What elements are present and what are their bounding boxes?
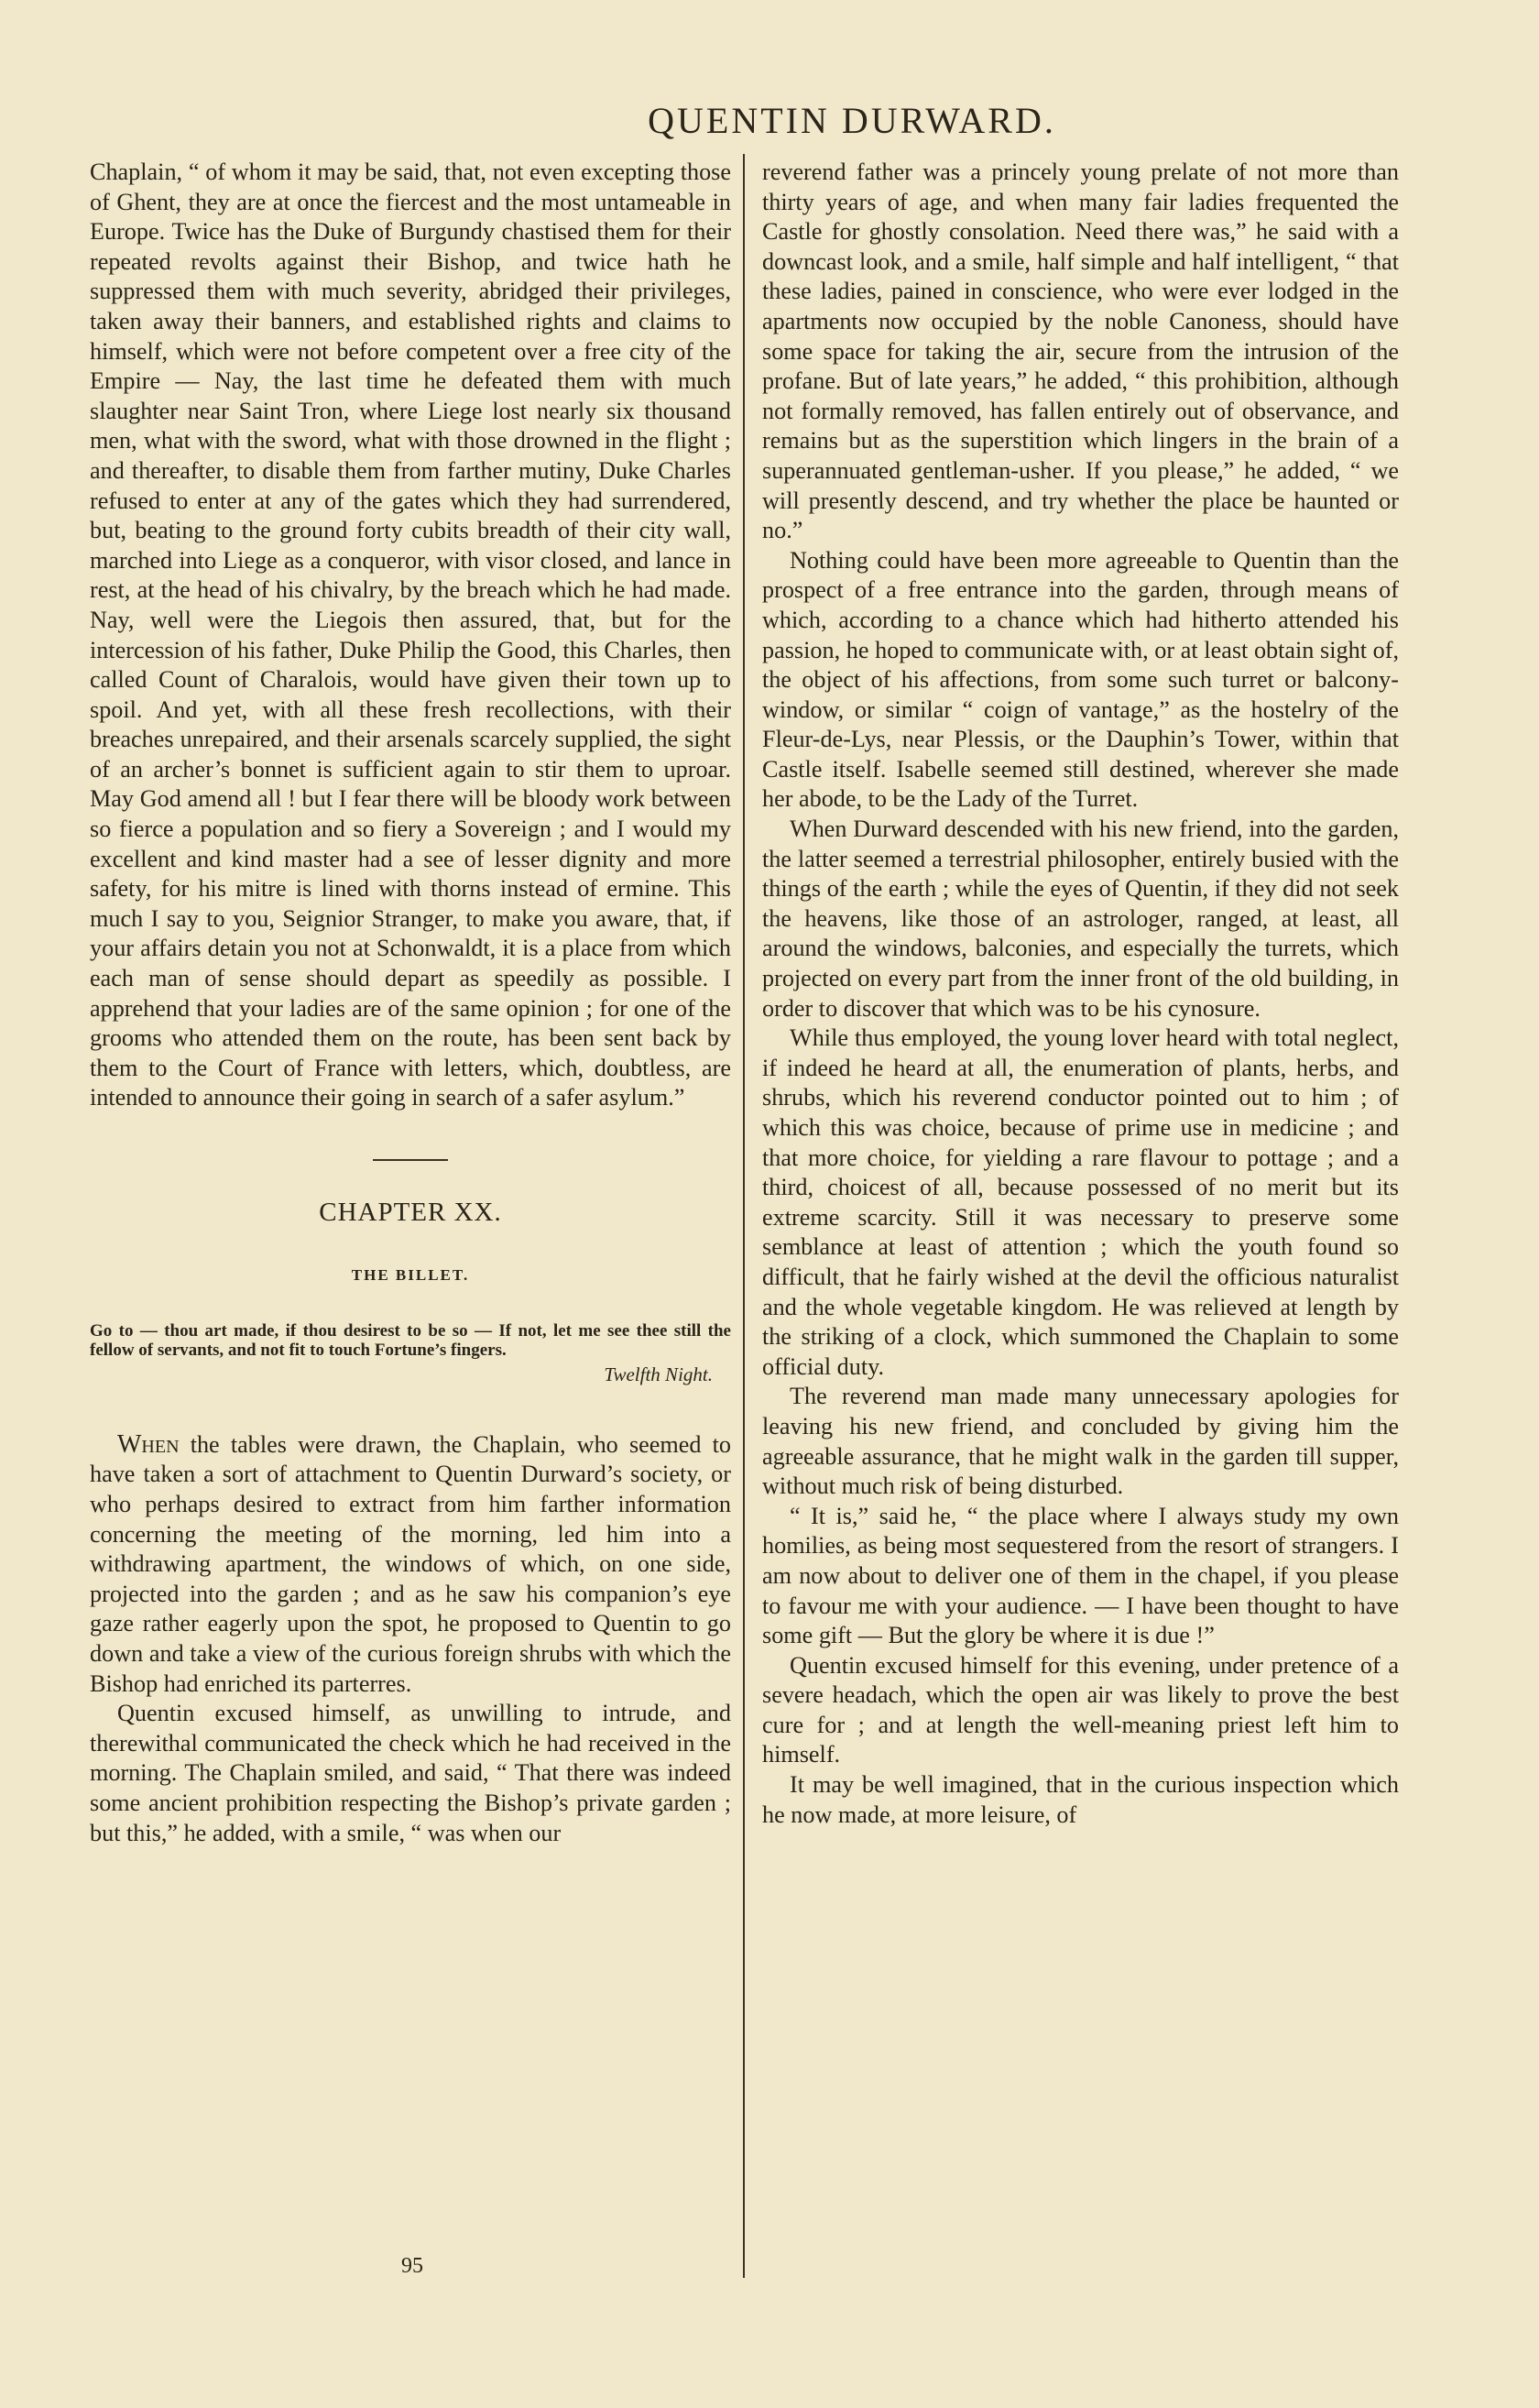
right-paragraph-8: It may be well imagined, that in the curious inspection which he now made, at more leisure, of [762,1771,1399,1828]
epigraph: Go to — thou art made, if thou desirest to be so — If not, let me see thee still the fellow of servants, and not fit to touch Fortune’s fingers. [90,1321,731,1361]
right-paragraph-4: While thus employed, the young lover heard with total neglect, if indeed he heard at all, the enumeration of plants, herbs, and shrubs, which his reverend conductor pointed out to him ; of which this was choice, because of prime use in medicine ; and that more choice, for yielding a rare flavour to pottage ; and a third, choicest of all, because possessed of no merit but its extreme scarcity. Still it was necessary to preserve some semblance at least of attention ; which the youth found so difficult, that he fairly wished at the devil the officious naturalist and the whole vegetable kingdom. He was relieved at length by the striking of a clock, which summoned the Chaplain to some official duty. [762,1024,1399,1380]
right-paragraph-5: The reverend man made many unnecessary apologies for leaving his new friend, and concluded by giving him the agreeable assurance, that he might walk in the garden till supper, without much risk of being disturbed. [762,1383,1399,1500]
left-paragraph-2-text: the tables were drawn, the Chaplain, who seemed to have taken a sort of attachment to Quentin Durward’s society, or who perhaps desired to extract from him farther information concerning the meeting of the morning, led him into a withdrawing apartment, the windows of which, on one side, projected into the garden ; and as he saw his companion’s eye gaze rather eagerly upon the spot, he proposed to Quentin to go down and take a view of the curious foreign shrubs with which the Bishop had enriched its parterres. [90,1430,731,1697]
page-number: 95 [401,2254,423,2278]
left-paragraph-2 [90,1430,731,1699]
section-rule [373,1159,448,1161]
chapter-subtitle: THE BILLET. [351,1265,470,1284]
right-paragraph-1: reverend father was a princely young prelate of not more than thirty years of age, and when many fair ladies frequented the Castle for ghostly consolation. Need there was,” he said with a downcast look, and a smile, half simple and half intelligent, “ that these ladies, pained in conscience, who were ever lodged in the apartments now occupied by the noble Canoness, should have some space for taking the air, secure from the intrusion of the profane. But of late years,” he added, “ this prohibition, although not formally removed, has fallen entirely out of observance, and remains but as the superstition which lingers in the brain of a superannuated gentleman-usher. If you please,” he added, “ we will presently descend, and try whether the place be haunted or no.” [762,159,1399,544]
right-column [762,158,1399,1830]
right-paragraph-6: “ It is,” said he, “ the place where I always study my own homilies, as being most sequestered from the resort of strangers. I am now about to deliver one of them in the chapel, if you please to favour me with your audience. — I have been thought to have some gift — But the glory be where it is due !” [762,1502,1399,1649]
column-divider [743,154,745,2278]
chapter-heading: CHAPTER XX. [319,1198,502,1227]
running-head: QUENTIN DURWARD. [648,100,1056,141]
left-paragraph-3: Quentin excused himself, as unwilling to intrude, and therewithal communicated the check which he had received in the morning. The Chaplain smiled, and said, “ That there was indeed some ancient prohibition respecting the Bishop’s private garden ; but this,” he added, with a smile, “ was when our [90,1700,731,1846]
drop-word: When [117,1429,180,1459]
right-paragraph-3: When Durward descended with his new friend, into the garden, the latter seemed a terrestrial philosopher, entirely busied with the things of the earth ; while the eyes of Quentin, if they did not seek the heavens, like those of an astrologer, ranged, at least, all around the windows, balconies, and especially the turrets, which projected on every part from the inner front of the old building, in order to discover that which was to be his cynosure. [762,815,1399,1022]
right-paragraph-2: Nothing could have been more agreeable to Quentin than the prospect of a free entrance into the garden, through means of which, according to a chance which had hitherto attended his passion, he hoped to communicate with, or at least obtain sight of, the object of his affections, from some such turret or balcony-window, or similar “ coign of vantage,” as the hostelry of the Fleur-de-Lys, near Plessis, or the Dauphin’s Tower, within that Castle itself. Isabelle seemed still destined, wherever she made her abode, to be the Lady of the Turret. [762,546,1399,813]
epigraph-source: Twelfth Night. [604,1363,713,1386]
right-paragraph-7: Quentin excused himself for this evening, under pretence of a severe headach, which the open air was likely to prove the best cure for ; and at length the well-meaning priest left him to himself. [762,1651,1399,1768]
left-column [90,158,731,1848]
left-paragraph-1: Chaplain, “ of whom it may be said, that, not even excepting those of Ghent, they are at once the fiercest and the most untameable in Europe. Twice has the Duke of Burgundy chastised them for their repeated revolts against their Bishop, and twice hath he suppressed them with much severity, abridged their privileges, taken away their banners, and established rights and claims to himself, which were not before competent over a free city of the Empire — Nay, the last time he defeated them with much slaughter near Saint Tron, where Liege lost nearly six thousand men, what with the sword, what with those drowned in the flight ; and thereafter, to disable them from farther mutiny, Duke Charles refused to enter at any of the gates which they had surrendered, but, beating to the ground forty cubits breadth of their city wall, marched into Liege as a conqueror, with visor closed, and lance in rest, at the head of his chivalry, by the breach which he had made. Nay, well were the Liegois then assured, that, but for the intercession of his father, Duke Philip the Good, this Charles, then called Count of Charalois, would have given their town up to spoil. And yet, with all these fresh recollections, with their breaches unrepaired, and their arsenals scarcely supplied, the sight of an archer’s bonnet is sufficient again to stir them to uproar. May God amend all ! but I fear there will be bloody work between so fierce a population and so fiery a Sovereign ; and I would my excellent and kind master had a see of lesser dignity and more safety, for his mitre is lined with thorns instead of ermine. This much I say to you, Seignior Stranger, to make you aware, that, if your affairs detain you not at Schonwaldt, it is a place from which each man of sense should depart as speedily as possible. I apprehend that your ladies are of the same opinion ; for one of the grooms who attended them on the route, has been sent back by them to the Court of France with letters, which, doubtless, are intended to announce their going in search of a safer asylum.” [90,159,731,1111]
